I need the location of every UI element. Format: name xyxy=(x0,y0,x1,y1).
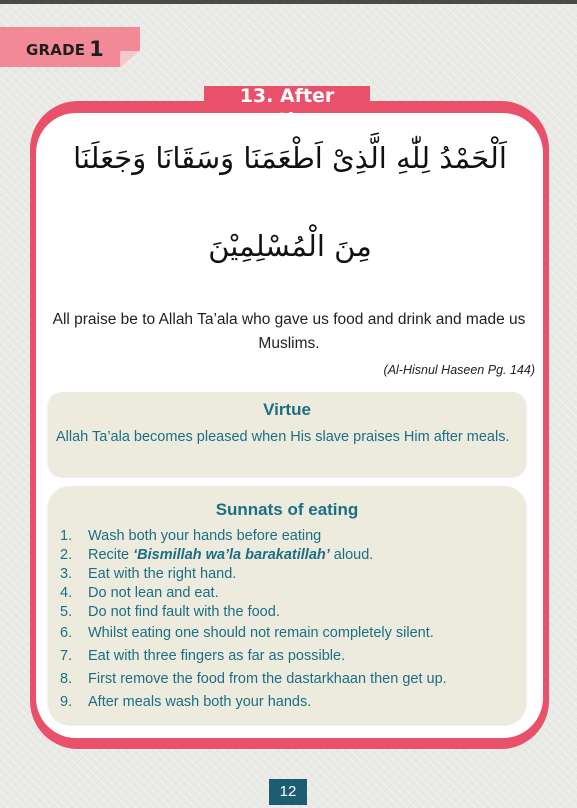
sunnats-title: Sunnats of eating xyxy=(215,500,359,519)
sunnat-number: 5. xyxy=(60,604,73,620)
sunnat-number: 4. xyxy=(60,585,73,601)
sunnat-item xyxy=(60,565,522,584)
sunnat-text: Whilst eating one should not remain completely silent. xyxy=(88,625,434,641)
translation-text: All praise be to Allah Ta’ala who gave us food and drink and made us Muslims. xyxy=(52,311,526,352)
sunnat-text: Do not find fault with the food. xyxy=(88,604,280,620)
sunnat-number: 3. xyxy=(60,566,73,582)
reference-text: (Al-Hisnul Haseen Pg. 144) xyxy=(383,363,535,377)
arabic-dua-line-2: مِنَ الْمُسْلِمِيْنَ xyxy=(208,229,372,263)
sunnat-number: 2. xyxy=(60,547,73,563)
virtue-text: Allah Ta’ala becomes pleased when His slave praises Him after meals. xyxy=(56,429,510,445)
sunnat-item xyxy=(60,622,522,645)
sunnat-item xyxy=(60,584,522,603)
sunnat-text-end: aloud. xyxy=(329,547,374,563)
sunnat-number: 8. xyxy=(60,671,73,687)
sunnats-list xyxy=(60,527,522,714)
sunnat-text: After meals wash both your hands. xyxy=(88,694,312,710)
sunnat-text: Eat with three fingers as far as possible. xyxy=(88,648,346,664)
arabic-dua-line-1: اَلْحَمْدُ لِلّٰهِ الَّذِىْ اَطْعَمَنَا وَسَقَانَا وَجَعَلَنَا xyxy=(73,141,507,175)
virtue-title: Virtue xyxy=(263,400,311,419)
sunnat-text: Recite xyxy=(88,547,134,563)
sunnat-number: 9. xyxy=(60,694,73,710)
sunnat-item xyxy=(60,603,522,622)
sunnat-number: 7. xyxy=(60,648,73,664)
grade-word: GRADE xyxy=(26,41,86,59)
grade-number: 1 xyxy=(89,37,104,61)
sunnat-item xyxy=(60,668,522,691)
grade-label xyxy=(26,37,104,61)
lesson-title: 13. After eating xyxy=(239,85,335,131)
sunnat-text: First remove the food from the dastarkhaan then get up. xyxy=(88,671,447,687)
sunnats-card xyxy=(48,486,526,724)
sunnat-text: Do not lean and eat. xyxy=(88,585,219,601)
sunnat-highlight: ‘Bismillah wa’la barakatillah’ xyxy=(133,547,330,563)
virtue-card xyxy=(48,392,526,476)
page-number: 12 xyxy=(269,779,307,805)
sunnat-item xyxy=(60,645,522,668)
sunnat-number: 1. xyxy=(60,528,73,544)
sunnat-item xyxy=(60,546,522,565)
sunnat-text: Eat with the right hand. xyxy=(88,566,237,582)
sunnat-item xyxy=(60,691,522,714)
top-bar xyxy=(0,0,577,4)
sunnat-number: 6. xyxy=(60,625,73,641)
sunnat-text: Wash both your hands before eating xyxy=(88,528,322,544)
grade-tab-fold xyxy=(120,51,140,67)
sunnat-item xyxy=(60,527,522,546)
